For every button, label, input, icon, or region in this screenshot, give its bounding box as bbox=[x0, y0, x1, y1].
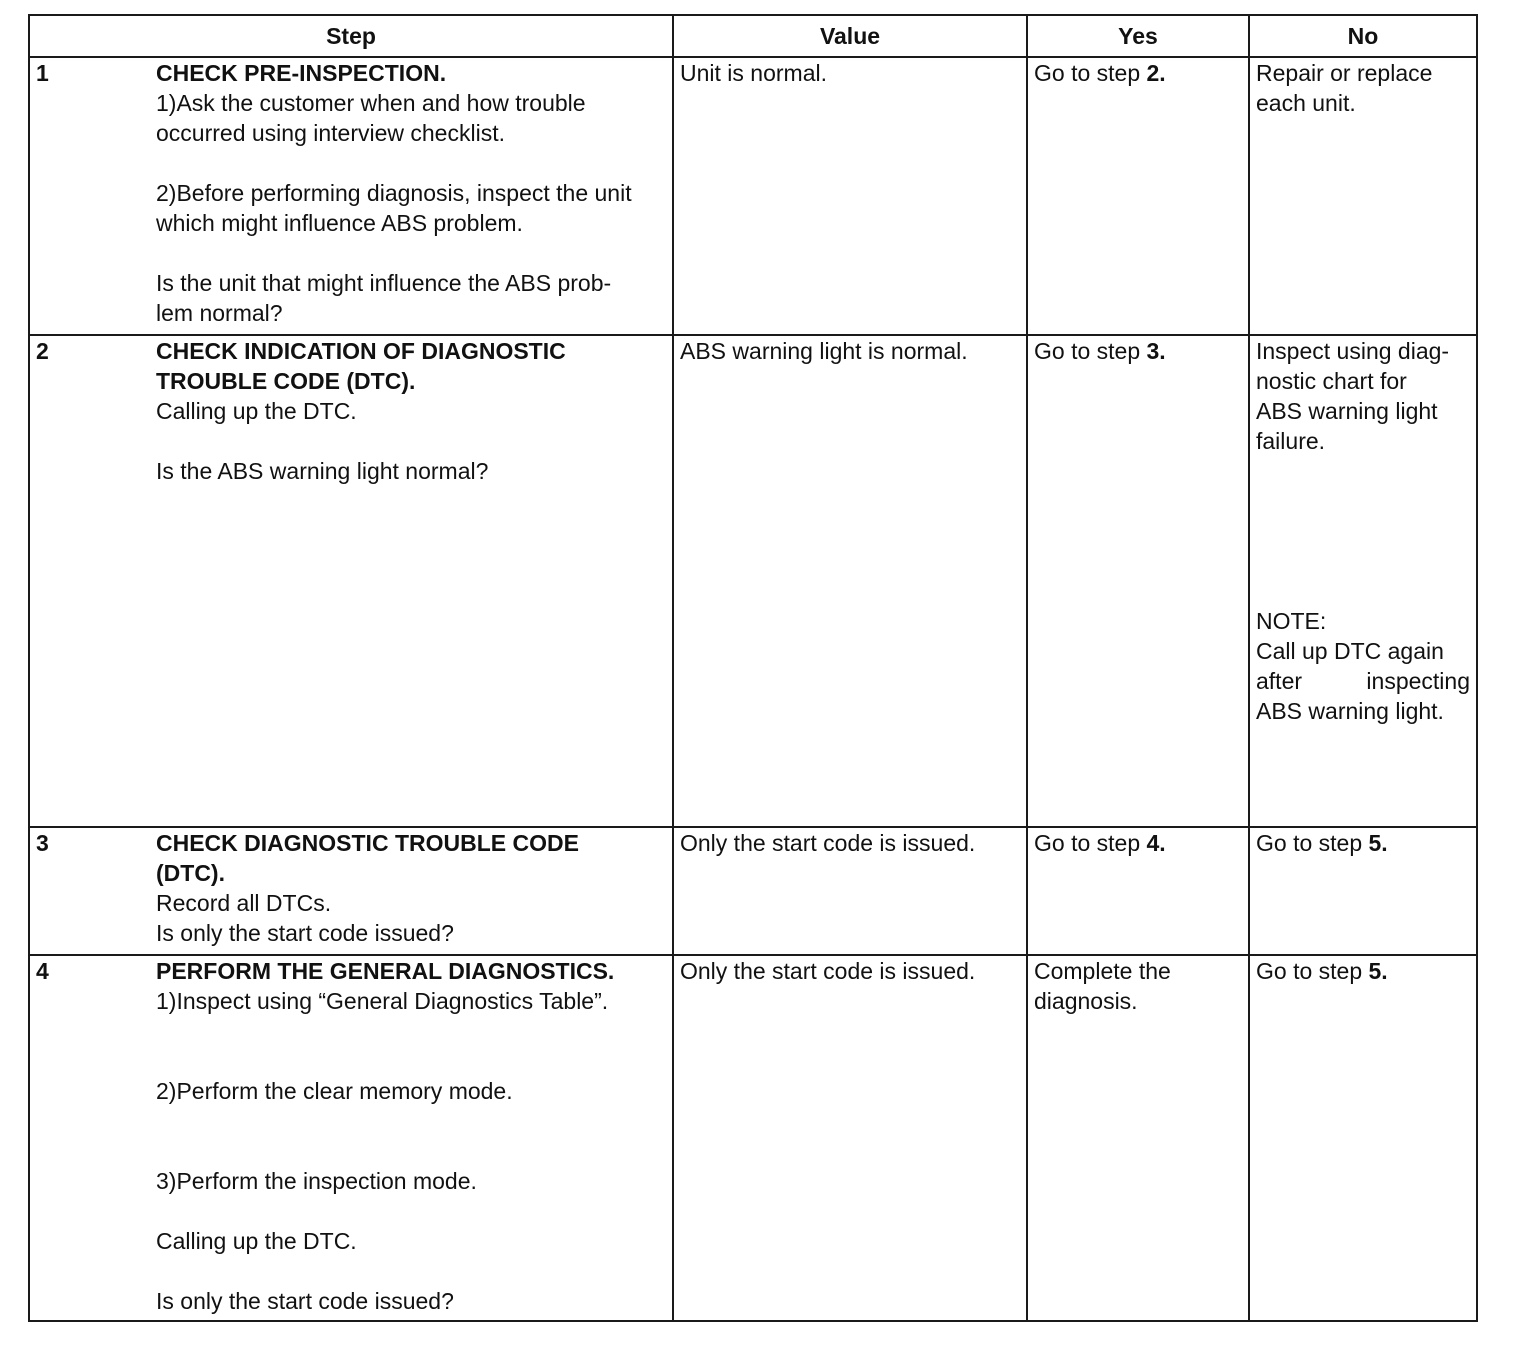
yes-cell bbox=[1027, 827, 1249, 955]
diagnostic-table bbox=[28, 14, 1478, 1322]
step-line: 1)Ask the customer when and how trouble bbox=[156, 90, 586, 116]
yes-line: Complete the bbox=[1034, 958, 1171, 984]
step-number: 2 bbox=[36, 338, 49, 364]
step-line: 3)Perform the inspection mode. bbox=[156, 1168, 477, 1194]
table-row bbox=[29, 827, 1477, 955]
no-cell bbox=[1249, 57, 1477, 335]
value-cell: Only the start code is issued. bbox=[673, 955, 1027, 1321]
note-line bbox=[1256, 666, 1476, 696]
note-line: ABS warning light. bbox=[1256, 698, 1444, 724]
step-cell bbox=[29, 955, 673, 1321]
header-yes: Yes bbox=[1027, 15, 1249, 57]
step-line: occurred using interview checklist. bbox=[156, 120, 505, 146]
note-label: NOTE: bbox=[1256, 608, 1327, 634]
table-row bbox=[29, 335, 1477, 827]
value-cell: ABS warning light is normal. bbox=[673, 335, 1027, 827]
step-cell bbox=[29, 57, 673, 335]
note-word: inspecting bbox=[1366, 668, 1470, 694]
yes-text: Go to step bbox=[1034, 830, 1147, 856]
step-line: Record all DTCs. bbox=[156, 890, 332, 916]
header-row bbox=[29, 15, 1477, 57]
step-line: 2)Perform the clear memory mode. bbox=[156, 1078, 513, 1104]
step-number: 4 bbox=[36, 958, 49, 984]
table-row bbox=[29, 57, 1477, 335]
step-line: 1)Inspect using “General Diagnostics Table”. bbox=[156, 988, 609, 1014]
step-cell bbox=[29, 827, 673, 955]
header-step: Step bbox=[29, 15, 673, 57]
no-line: Inspect using diag- bbox=[1256, 338, 1450, 364]
yes-step-link: 4. bbox=[1146, 830, 1166, 856]
yes-cell bbox=[1027, 335, 1249, 827]
step-line: Is only the start code issued? bbox=[156, 920, 454, 946]
table-row bbox=[29, 955, 1477, 1321]
step-title: (DTC). bbox=[156, 860, 225, 886]
step-title: CHECK DIAGNOSTIC TROUBLE CODE bbox=[156, 830, 579, 856]
step-number: 3 bbox=[36, 830, 49, 856]
step-line: 2)Before performing diagnosis, inspect the unit bbox=[156, 180, 632, 206]
step-title: TROUBLE CODE (DTC). bbox=[156, 368, 416, 394]
yes-cell bbox=[1027, 57, 1249, 335]
no-line: each unit. bbox=[1256, 90, 1356, 116]
no-line: ABS warning light bbox=[1256, 398, 1438, 424]
yes-line: diagnosis. bbox=[1034, 988, 1138, 1014]
step-title: PERFORM THE GENERAL DIAGNOSTICS. bbox=[156, 958, 615, 984]
yes-cell bbox=[1027, 955, 1249, 1321]
no-step-link: 5. bbox=[1368, 958, 1388, 984]
step-line: lem normal? bbox=[156, 300, 283, 326]
note-word: after bbox=[1256, 668, 1303, 694]
no-line: nostic chart for bbox=[1256, 368, 1407, 394]
no-cell bbox=[1249, 827, 1477, 955]
step-line: Calling up the DTC. bbox=[156, 1228, 357, 1254]
note-line: Call up DTC again bbox=[1256, 638, 1444, 664]
value-cell: Only the start code is issued. bbox=[673, 827, 1027, 955]
no-text: Go to step bbox=[1256, 958, 1369, 984]
step-number: 1 bbox=[36, 60, 49, 86]
no-line: Repair or replace bbox=[1256, 60, 1433, 86]
no-cell bbox=[1249, 335, 1477, 827]
step-title: CHECK INDICATION OF DIAGNOSTIC bbox=[156, 338, 566, 364]
step-cell bbox=[29, 335, 673, 827]
step-line: Calling up the DTC. bbox=[156, 398, 357, 424]
step-line: Is the unit that might influence the ABS prob- bbox=[156, 270, 612, 296]
no-cell bbox=[1249, 955, 1477, 1321]
step-line: Is the ABS warning light normal? bbox=[156, 458, 489, 484]
no-text: Go to step bbox=[1256, 830, 1369, 856]
yes-step-link: 3. bbox=[1146, 338, 1166, 364]
no-line: failure. bbox=[1256, 428, 1326, 454]
yes-text: Go to step bbox=[1034, 60, 1147, 86]
yes-text: Go to step bbox=[1034, 338, 1147, 364]
yes-step-link: 2. bbox=[1146, 60, 1166, 86]
step-title: CHECK PRE-INSPECTION. bbox=[156, 60, 447, 86]
header-no: No bbox=[1249, 15, 1477, 57]
header-value: Value bbox=[673, 15, 1027, 57]
value-cell: Unit is normal. bbox=[673, 57, 1027, 335]
step-line: Is only the start code issued? bbox=[156, 1288, 454, 1314]
step-line: which might influence ABS problem. bbox=[156, 210, 523, 236]
no-step-link: 5. bbox=[1368, 830, 1388, 856]
